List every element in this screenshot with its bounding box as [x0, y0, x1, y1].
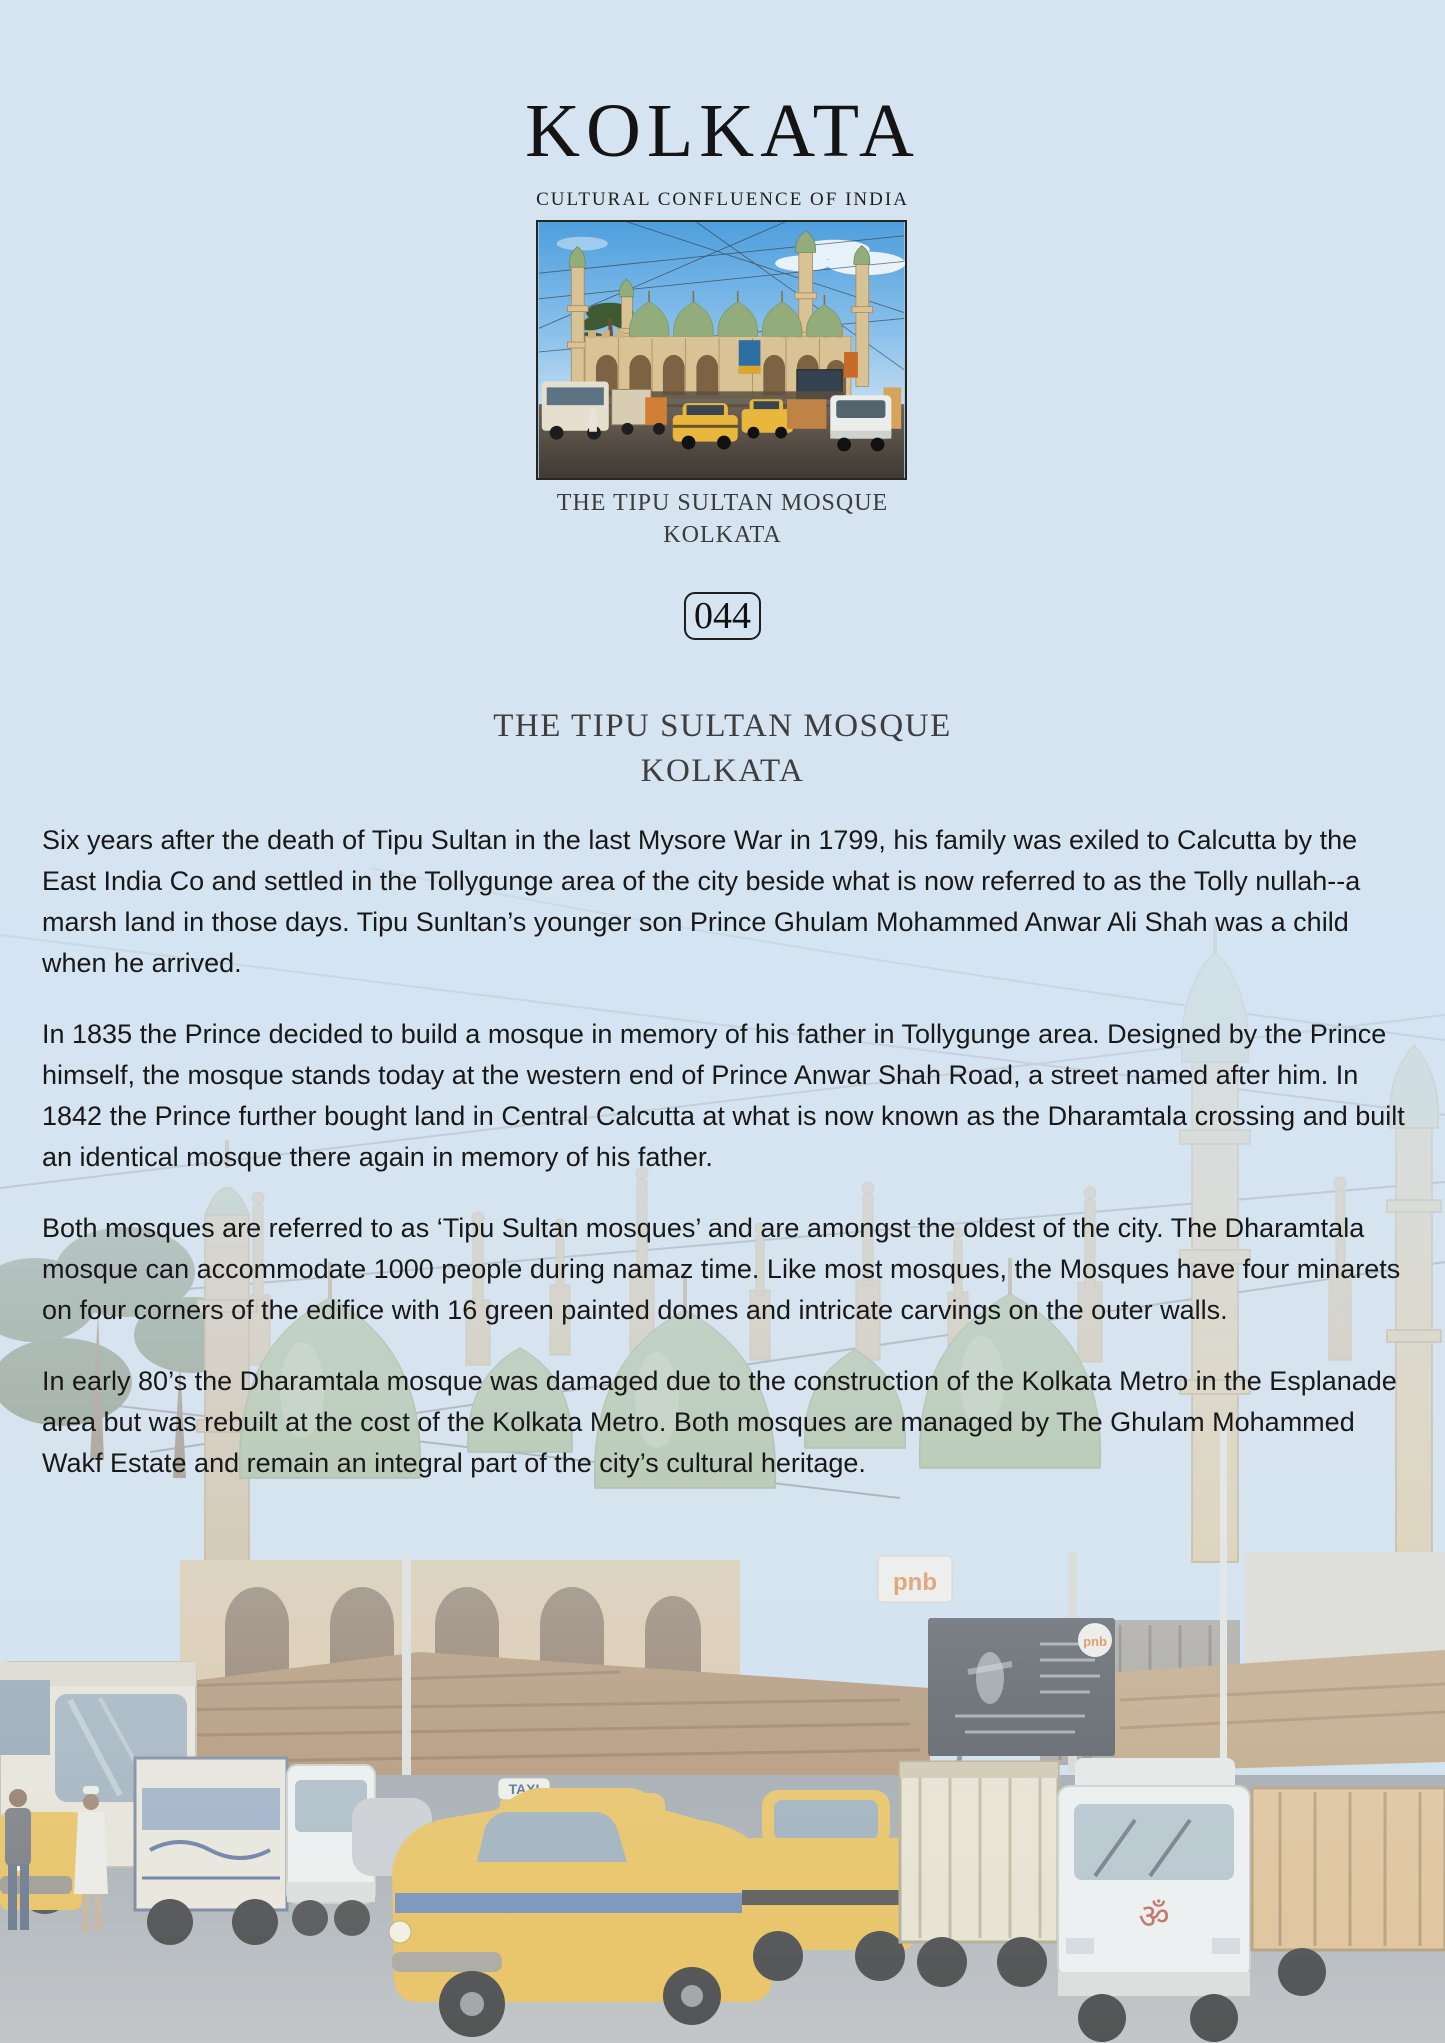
paragraph-3: Both mosques are referred to as ‘Tipu Sultan mosques’ and are amongst the oldest of the city. The Dharamtala mosque can accommodate 1000 people during namaz time. Like most mosques, the Mosques have four minarets on four corners of the edifice with 16 green painted domes and intricate carvings on the outer walls.	[42, 1213, 1401, 1325]
mosque-photo	[536, 220, 907, 480]
brand-wordmark: KOLKATA	[525, 89, 920, 173]
paragraph-4: In early 80’s the Dharamtala mosque was damaged due to the construction of the Kolkata Metro in the Esplanade area but was rebuilt at the cost of the Kolkata Metro. Both mosques are managed by The Ghulam Mohammed Wakf Estate and remain an integral part of the city’s cultural heritage.	[42, 1366, 1397, 1478]
article-title-line1: THE TIPU SULTAN MOSQUE	[493, 708, 952, 744]
paragraph-2: In 1835 the Prince decided to build a mosque in memory of his father in Tollygunge area. Designed by the Prince himself, the mosque stands today at the western end of Prince Anwar Shah Road, a street named after him. In 1842 the Prince further bought land in Central Calcutta at what is now known as the Dharamtala crossing and built an identical mosque there again in memory of his father.	[42, 1019, 1405, 1172]
photo-caption-line1: THE TIPU SULTAN MOSQUE	[556, 490, 889, 516]
article-title	[0, 704, 1445, 794]
page-number-badge: 044	[684, 592, 761, 640]
page-number-row	[0, 592, 1445, 640]
photo-caption	[0, 487, 1445, 551]
brand-tagline: CULTURAL CONFLUENCE OF INDIA	[536, 189, 909, 210]
photo-pedestrian	[589, 409, 597, 432]
article-title-line2: KOLKATA	[640, 753, 805, 789]
paragraph-1: Six years after the death of Tipu Sultan in the last Mysore War in 1799, his family was exiled to Calcutta by the East India Co and settled in the Tollygunge area of the city beside what is now referred to as the Tolly nullah--a marsh land in those days. Tipu Sunltan’s younger son Prince Ghulam Mohammed Anwar Ali Shah was a child when he arrived.	[42, 825, 1361, 978]
photo-caption-line2: KOLKATA	[663, 522, 782, 548]
mosque-photo-illustration	[538, 222, 905, 478]
article-body	[42, 820, 1408, 1514]
